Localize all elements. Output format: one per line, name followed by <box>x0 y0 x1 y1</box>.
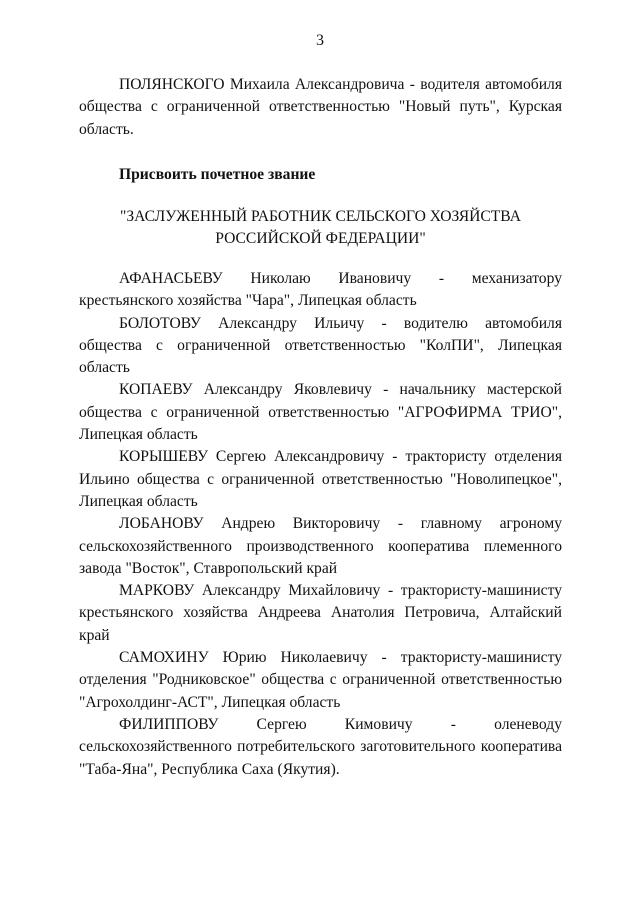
award-title-line-2: РОССИЙСКОЙ ФЕДЕРАЦИИ" <box>215 230 426 247</box>
intro-paragraph: ПОЛЯНСКОГО Михаила Александровича - водителя автомобиля общества с ограниченной ответственностью "Новый путь", Курская область. <box>79 76 562 138</box>
award-title-line-1: "ЗАСЛУЖЕННЫЙ РАБОТНИК СЕЛЬСКОГО ХОЗЯЙСТВА <box>119 208 521 225</box>
intro-block <box>79 74 562 141</box>
awardee-entry: ЛОБАНОВУ Андрею Викторовичу - главному агроному сельскохозяйственного производственного кооператива племенного завода "Восток", Ставропольский край <box>79 515 562 577</box>
awardee-entry: КОПАЕВУ Александру Яковлевичу - начальнику мастерской общества с ограниченной ответственностью "АГРОФИРМА ТРИО", Липецкая область <box>79 381 562 444</box>
awardee-list <box>79 268 562 781</box>
awardee-entry: ФИЛИППОВУ Сергею Кимовичу - оленеводу сельскохозяйственного потребительского заготовительного кооператива "Таба-Яна", Республика Саха (Якутия). <box>79 715 562 778</box>
awardee-entry: САМОХИНУ Юрию Николаевичу - трактористу-машинисту отделения "Родниковское" общества с ограниченной ответственностью "Агрохолдинг-АСТ", Липецкая область <box>79 649 562 711</box>
awardee-entry: КОРЫШЕВУ Сергею Александровичу - трактористу отделения Ильино общества с ограниченной ответственностью "Новолипецкое", Липецкая область <box>79 448 562 510</box>
awardee-entry: БОЛОТОВУ Александру Ильичу - водителю автомобиля общества с ограниченной ответственностью "КолПИ", Липецкая область <box>79 314 562 377</box>
awardee-entry: МАРКОВУ Александру Михайловичу - трактористу-машинисту крестьянского хозяйства Андреева Анатолия Петровича, Алтайский край <box>79 582 562 644</box>
assign-heading: Присвоить почетное звание <box>119 166 316 183</box>
awardee-entry: АФАНАСЬЕВУ Николаю Ивановичу - механизатору крестьянского хозяйства "Чара", Липецкая область <box>79 270 562 310</box>
award-title <box>79 206 562 250</box>
page-number: 3 <box>316 32 324 49</box>
